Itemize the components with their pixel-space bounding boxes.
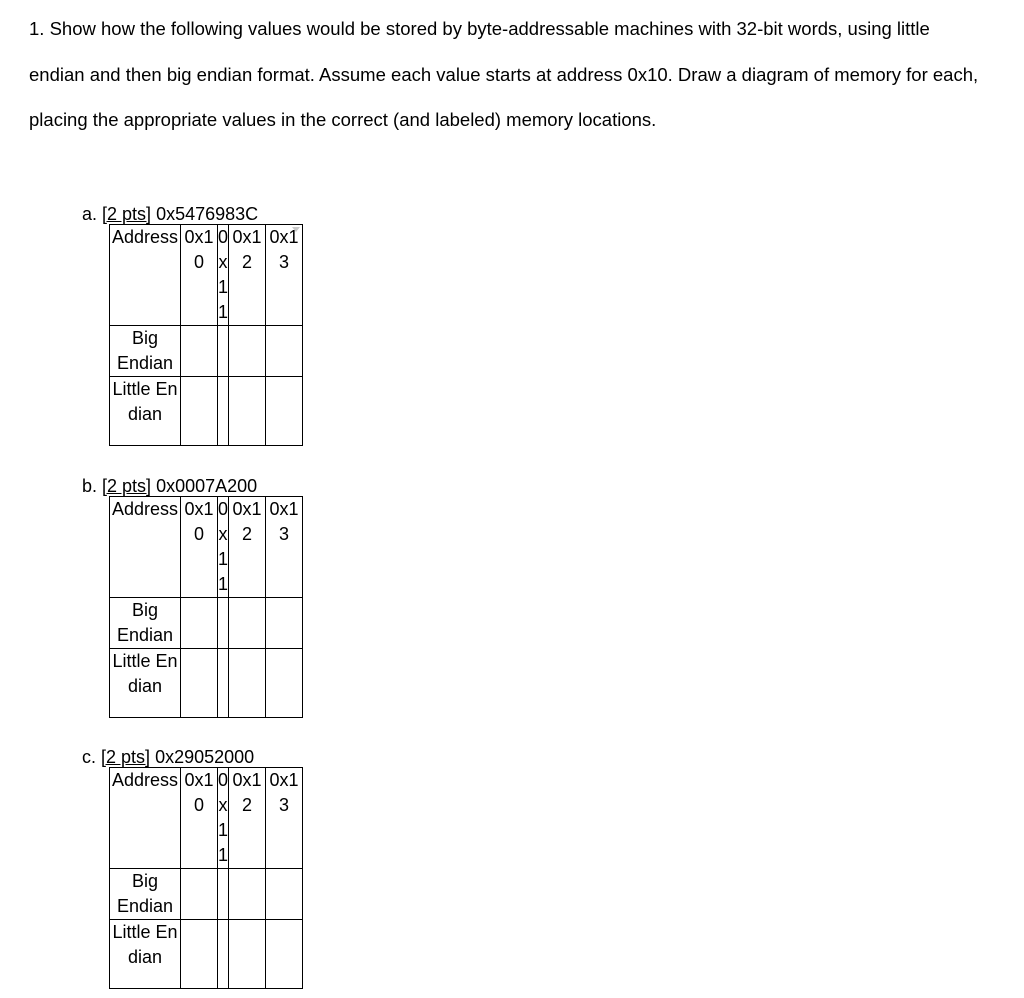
- part-a: [82, 203, 299, 424]
- part-value: 0x5476983C: [156, 204, 259, 224]
- big-endian-label: Big Endian: [110, 326, 181, 377]
- little-endian-row: [110, 377, 303, 446]
- part-value: 0x0007A200: [156, 476, 258, 496]
- part-points: [2 pts]: [102, 476, 152, 496]
- address-row: [110, 497, 303, 598]
- address-row: [110, 225, 303, 326]
- part-b: [82, 475, 299, 696]
- big-endian-label: Big Endian: [110, 598, 181, 649]
- little-endian-cell-0x13[interactable]: [266, 649, 303, 718]
- address-0x10: 0x10: [184, 770, 214, 815]
- part-letter: c.: [82, 747, 97, 767]
- little-endian-label: Little Endian: [112, 922, 178, 967]
- address-header: Address: [110, 768, 181, 869]
- little-endian-cell-0x12[interactable]: [229, 377, 266, 446]
- little-endian-cell-0x11[interactable]: [218, 920, 229, 989]
- address-header: Address: [110, 497, 181, 598]
- big-endian-label: Big Endian: [110, 869, 181, 920]
- memory-table-a: [109, 224, 303, 446]
- little-endian-row: [110, 920, 303, 989]
- big-endian-row: [110, 326, 303, 377]
- part-letter: a.: [82, 204, 98, 224]
- big-endian-cell-0x12[interactable]: [229, 869, 266, 920]
- big-endian-cell-0x12[interactable]: [229, 326, 266, 377]
- little-endian-cell-0x10[interactable]: [181, 649, 218, 718]
- part-a-label: [82, 203, 258, 225]
- address-0x11: 0x11: [218, 499, 229, 594]
- big-endian-cell-0x12[interactable]: [229, 598, 266, 649]
- address-0x10: 0x10: [184, 499, 214, 544]
- question-text: 1. Show how the following values would be stored by byte-addressable machines with 32-bit words, using little endian and then big endian format. Assume each value starts at address 0x10. Draw a diagram of memory for each, placing the appropriate values in the correct (and labeled) memory locations.: [29, 18, 979, 130]
- little-endian-cell-0x12[interactable]: [229, 920, 266, 989]
- little-endian-label: Little Endian: [112, 379, 178, 424]
- memory-table-c: [109, 767, 303, 989]
- address-0x13: 0x13: [269, 227, 299, 272]
- address-0x12: 0x12: [232, 770, 262, 815]
- little-endian-row: [110, 649, 303, 718]
- little-endian-label: Little Endian: [112, 651, 178, 696]
- big-endian-cell-0x10[interactable]: [181, 869, 218, 920]
- little-endian-cell-0x13[interactable]: [266, 920, 303, 989]
- little-endian-cell-0x10[interactable]: [181, 920, 218, 989]
- big-endian-cell-0x10[interactable]: [181, 598, 218, 649]
- address-0x11: 0x11: [218, 770, 229, 865]
- address-0x12: 0x12: [232, 499, 262, 544]
- address-0x12: 0x12: [232, 227, 262, 272]
- big-endian-cell-0x11[interactable]: [218, 598, 229, 649]
- part-b-label: [82, 475, 257, 497]
- address-0x10: 0x10: [184, 227, 214, 272]
- address-0x11: 0x11: [218, 227, 229, 322]
- part-value: 0x29052000: [155, 747, 255, 767]
- little-endian-cell-0x13[interactable]: [266, 377, 303, 446]
- little-endian-cell-0x11[interactable]: [218, 649, 229, 718]
- big-endian-cell-0x10[interactable]: [181, 326, 218, 377]
- address-0x13: 0x13: [269, 499, 299, 544]
- memory-table-b: [109, 496, 303, 718]
- address-header: Address: [110, 225, 181, 326]
- part-c-label: [82, 746, 254, 768]
- big-endian-cell-0x11[interactable]: [218, 326, 229, 377]
- big-endian-cell-0x13[interactable]: [266, 326, 303, 377]
- dropdown-indicator-icon[interactable]: [292, 227, 300, 232]
- part-letter: b.: [82, 476, 98, 496]
- big-endian-row: [110, 598, 303, 649]
- address-row: [110, 768, 303, 869]
- address-0x13: 0x13: [269, 770, 299, 815]
- big-endian-row: [110, 869, 303, 920]
- big-endian-cell-0x11[interactable]: [218, 869, 229, 920]
- big-endian-cell-0x13[interactable]: [266, 869, 303, 920]
- little-endian-cell-0x11[interactable]: [218, 377, 229, 446]
- big-endian-cell-0x13[interactable]: [266, 598, 303, 649]
- part-points: [2 pts]: [102, 204, 152, 224]
- little-endian-cell-0x12[interactable]: [229, 649, 266, 718]
- part-c: [82, 746, 299, 967]
- part-points: [2 pts]: [101, 747, 151, 767]
- little-endian-cell-0x10[interactable]: [181, 377, 218, 446]
